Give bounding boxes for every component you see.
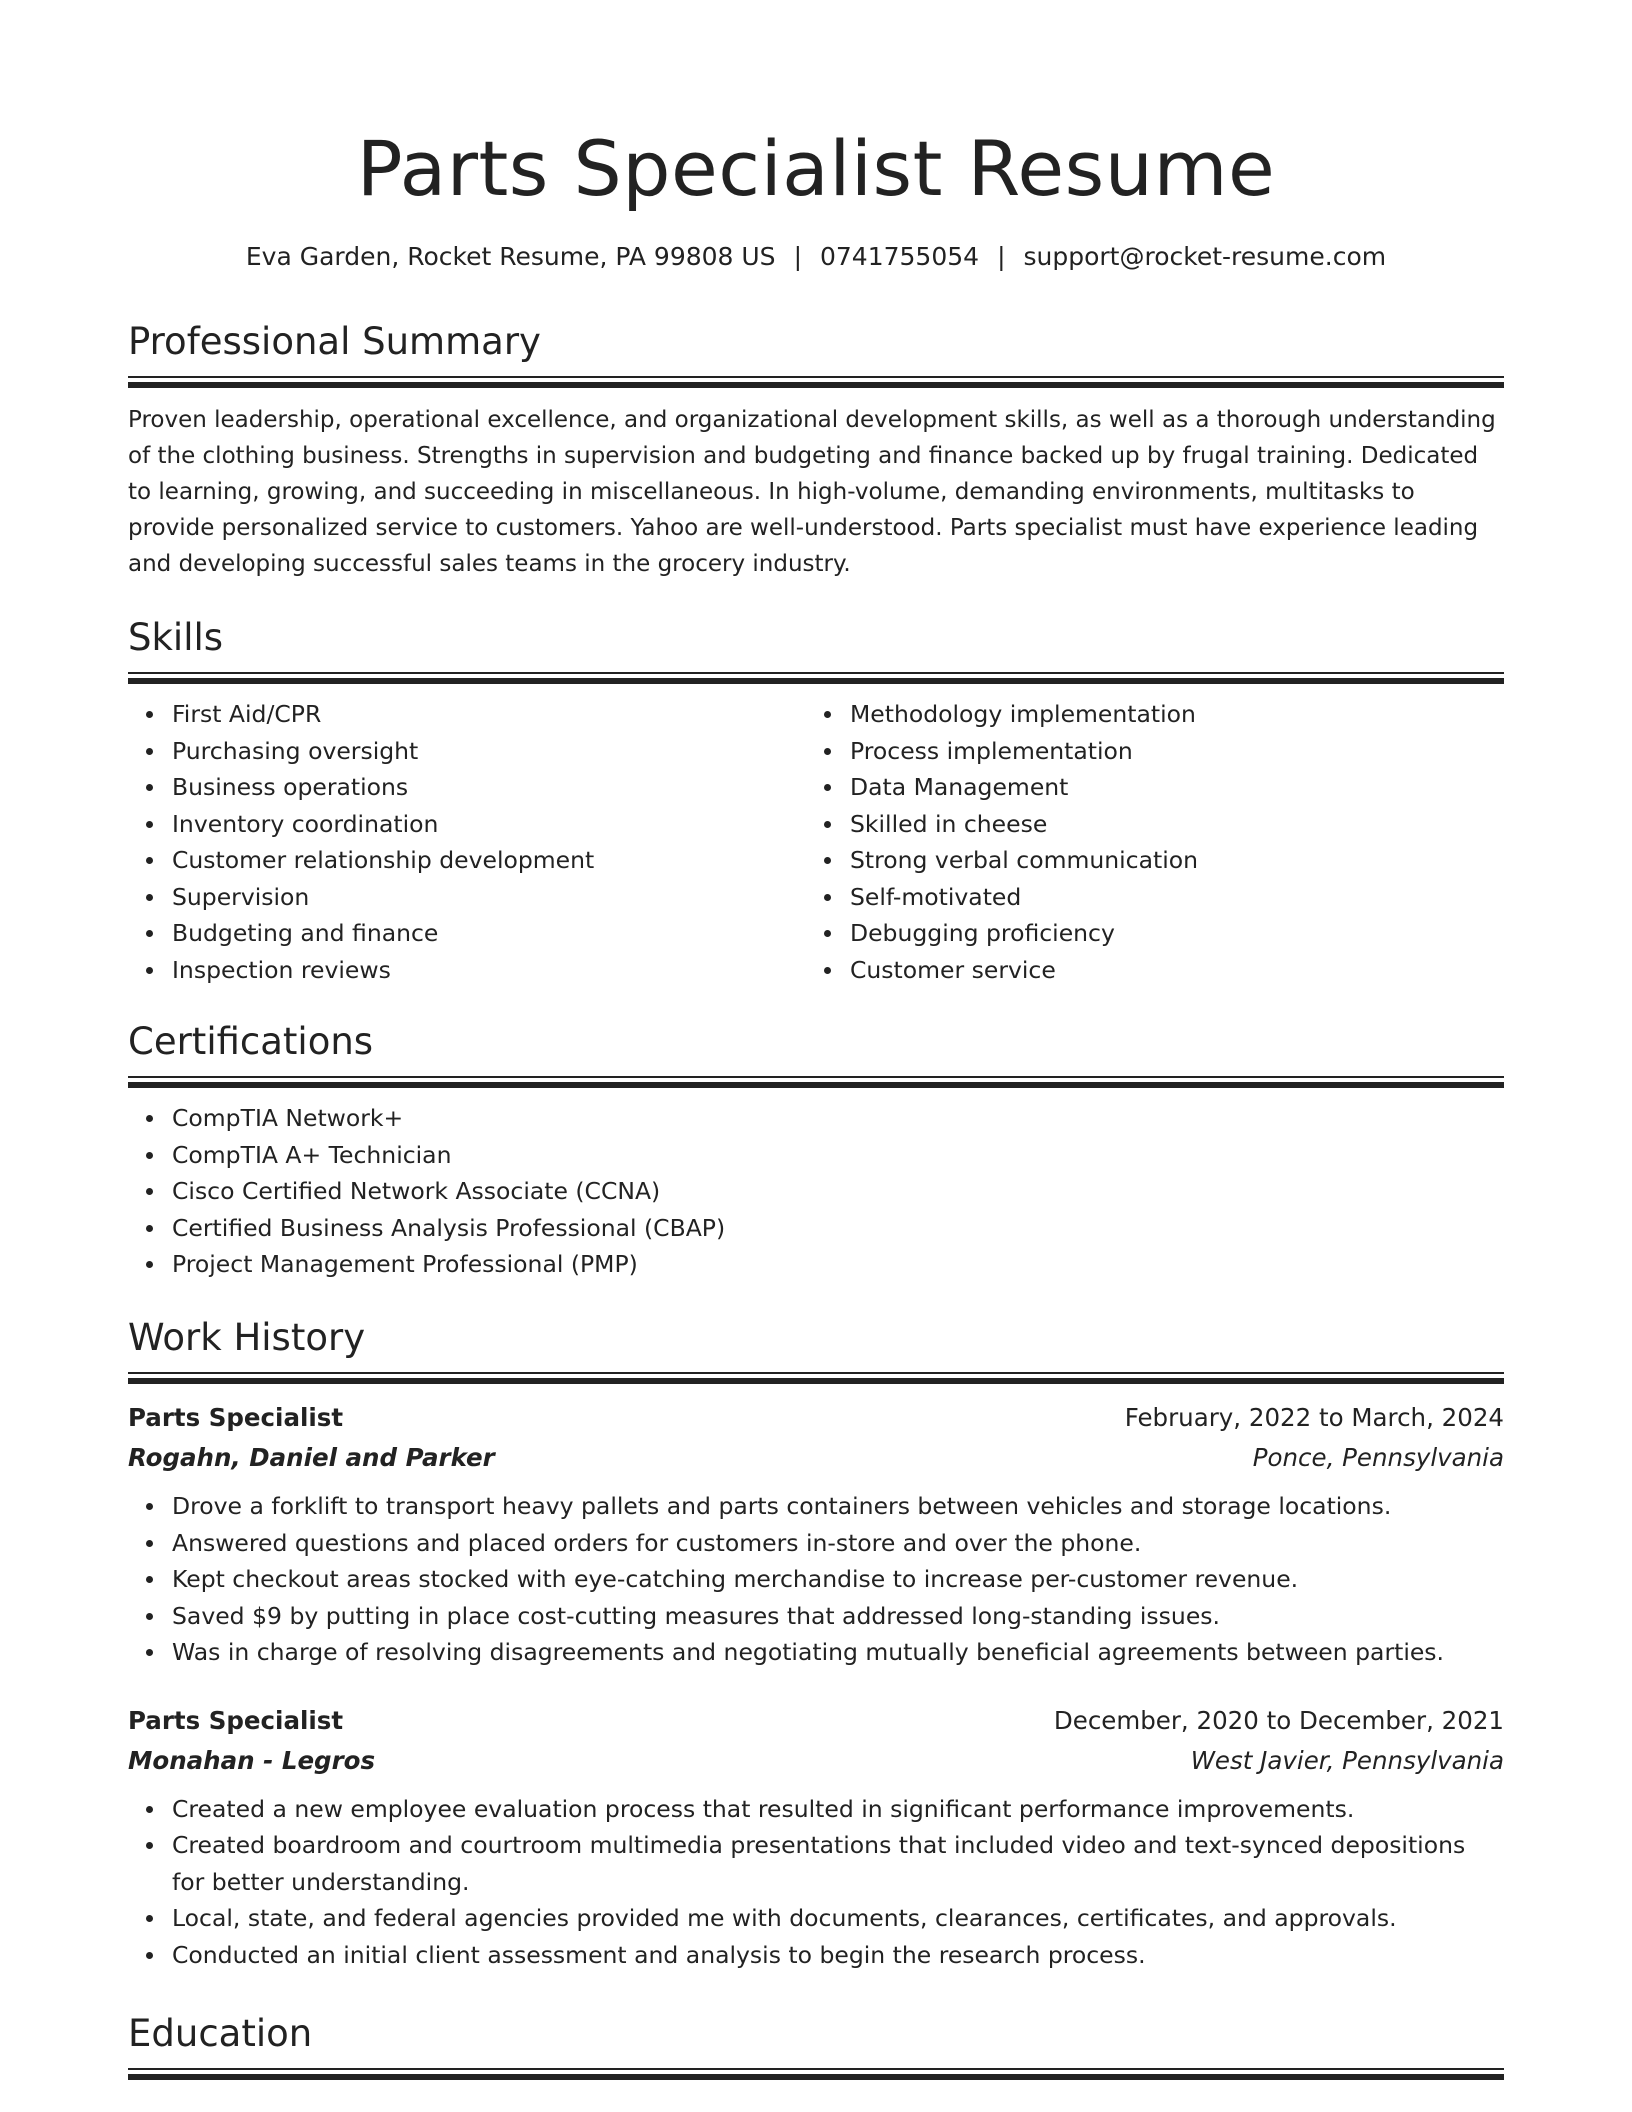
work-history-heading: Work History xyxy=(128,1316,366,1359)
skill-item: First Aid/CPR xyxy=(172,696,806,733)
job-bullet: Local, state, and federal agencies provided me with documents, clearances, certificates, and approvals. xyxy=(172,1900,1504,1937)
section-divider xyxy=(128,1372,1504,1384)
skill-item: Business operations xyxy=(172,769,806,806)
job-bullets xyxy=(128,1791,1504,1974)
education-section xyxy=(128,2010,1504,2080)
contact-line xyxy=(128,240,1504,274)
certification-item: CompTIA Network+ xyxy=(172,1100,1504,1137)
job-company: Monahan - Legros xyxy=(128,1745,376,1775)
job-bullets xyxy=(128,1488,1504,1671)
skill-item: Strong verbal communication xyxy=(850,842,1484,879)
skill-item: Inventory coordination xyxy=(172,806,806,843)
skill-item: Process implementation xyxy=(850,733,1484,770)
skill-item: Inspection reviews xyxy=(172,952,806,989)
skill-item: Methodology implementation xyxy=(850,696,1484,733)
job-bullet: Was in charge of resolving disagreements and negotiating mutually beneficial agreements between parties. xyxy=(172,1634,1504,1671)
skills-columns xyxy=(128,684,1504,988)
certification-item: Certified Business Analysis Professional (CBAP) xyxy=(172,1210,1504,1247)
contact-phone: 0741755054 xyxy=(820,242,980,271)
job-bullet: Drove a forklift to transport heavy pallets and parts containers between vehicles and storage locations. xyxy=(172,1488,1504,1525)
section-divider xyxy=(128,376,1504,388)
work-history-section xyxy=(128,1314,1504,1973)
certification-item: Cisco Certified Network Associate (CCNA) xyxy=(172,1173,1504,1210)
job-bullet: Conducted an initial client assessment and analysis to begin the research process. xyxy=(172,1937,1504,1974)
skill-item: Supervision xyxy=(172,879,806,916)
job-bullet: Saved $9 by putting in place cost-cutting measures that addressed long-standing issues. xyxy=(172,1598,1504,1635)
skill-item: Purchasing oversight xyxy=(172,733,806,770)
job-dates: February, 2022 to March, 2024 xyxy=(1124,1403,1504,1432)
section-divider xyxy=(128,2068,1504,2080)
section-divider xyxy=(128,1076,1504,1088)
contact-separator: | xyxy=(793,242,802,271)
summary-text: Proven leadership, operational excellence, and organizational development skills, as well as a thorough understanding of the clothing business. Strengths in supervision and budgeting and finance backed up by frugal training. Dedicated to learning, growing, and succeeding in miscellaneous. In high-volume, demanding environments, multitasks to provide personalized service to customers. Yahoo are well-understood. Parts specialist must have experience leading and developing successful sales teams in the grocery industry. xyxy=(128,407,1496,577)
contact-separator: | xyxy=(997,242,1006,271)
job-subheader xyxy=(128,1741,1504,1781)
job-bullet: Answered questions and placed orders for customers in-store and over the phone. xyxy=(172,1525,1504,1562)
skills-list-left xyxy=(128,696,806,988)
skill-item: Customer relationship development xyxy=(172,842,806,879)
certifications-list xyxy=(128,1100,1504,1283)
skills-section xyxy=(128,614,1504,988)
job-bullet: Created boardroom and courtroom multimedia presentations that included video and text-synced depositions for better understanding. xyxy=(172,1827,1504,1900)
contact-email[interactable]: support@rocket-resume.com xyxy=(1023,242,1387,271)
skill-item: Self-motivated xyxy=(850,879,1484,916)
job-entry xyxy=(128,1701,1504,1974)
certifications-heading: Certifications xyxy=(128,1020,374,1063)
job-location: West Javier, Pennsylvania xyxy=(1190,1745,1504,1775)
skills-list-right xyxy=(806,696,1484,988)
page-title: Parts Specialist Resume xyxy=(356,124,1276,213)
job-title: Parts Specialist xyxy=(128,1403,344,1432)
skill-item: Customer service xyxy=(850,952,1484,989)
education-heading: Education xyxy=(128,2012,313,2055)
skill-item: Debugging proficiency xyxy=(850,915,1484,952)
job-header xyxy=(128,1398,1504,1438)
summary-section xyxy=(128,318,1504,582)
certification-item: Project Management Professional (PMP) xyxy=(172,1246,1504,1283)
job-company: Rogahn, Daniel and Parker xyxy=(128,1443,495,1472)
skills-heading: Skills xyxy=(128,616,224,659)
job-bullet: Kept checkout areas stocked with eye-catching merchandise to increase per-customer revenue. xyxy=(172,1561,1504,1598)
section-divider xyxy=(128,672,1504,684)
certification-item: CompTIA A+ Technician xyxy=(172,1137,1504,1174)
skill-item: Budgeting and finance xyxy=(172,915,806,952)
job-location: Ponce, Pennsylvania xyxy=(1252,1443,1504,1472)
job-title: Parts Specialist xyxy=(128,1705,344,1735)
job-header xyxy=(128,1701,1504,1741)
certifications-section xyxy=(128,1018,1504,1283)
contact-address: Eva Garden, Rocket Resume, PA 99808 US xyxy=(245,242,776,271)
job-subheader xyxy=(128,1438,1504,1478)
skill-item: Data Management xyxy=(850,769,1484,806)
summary-heading: Professional Summary xyxy=(128,320,541,363)
job-dates: December, 2020 to December, 2021 xyxy=(1053,1705,1504,1735)
skill-item: Skilled in cheese xyxy=(850,806,1484,843)
job-bullet: Created a new employee evaluation process that resulted in significant performance improvements. xyxy=(172,1791,1504,1828)
job-entry xyxy=(128,1398,1504,1671)
